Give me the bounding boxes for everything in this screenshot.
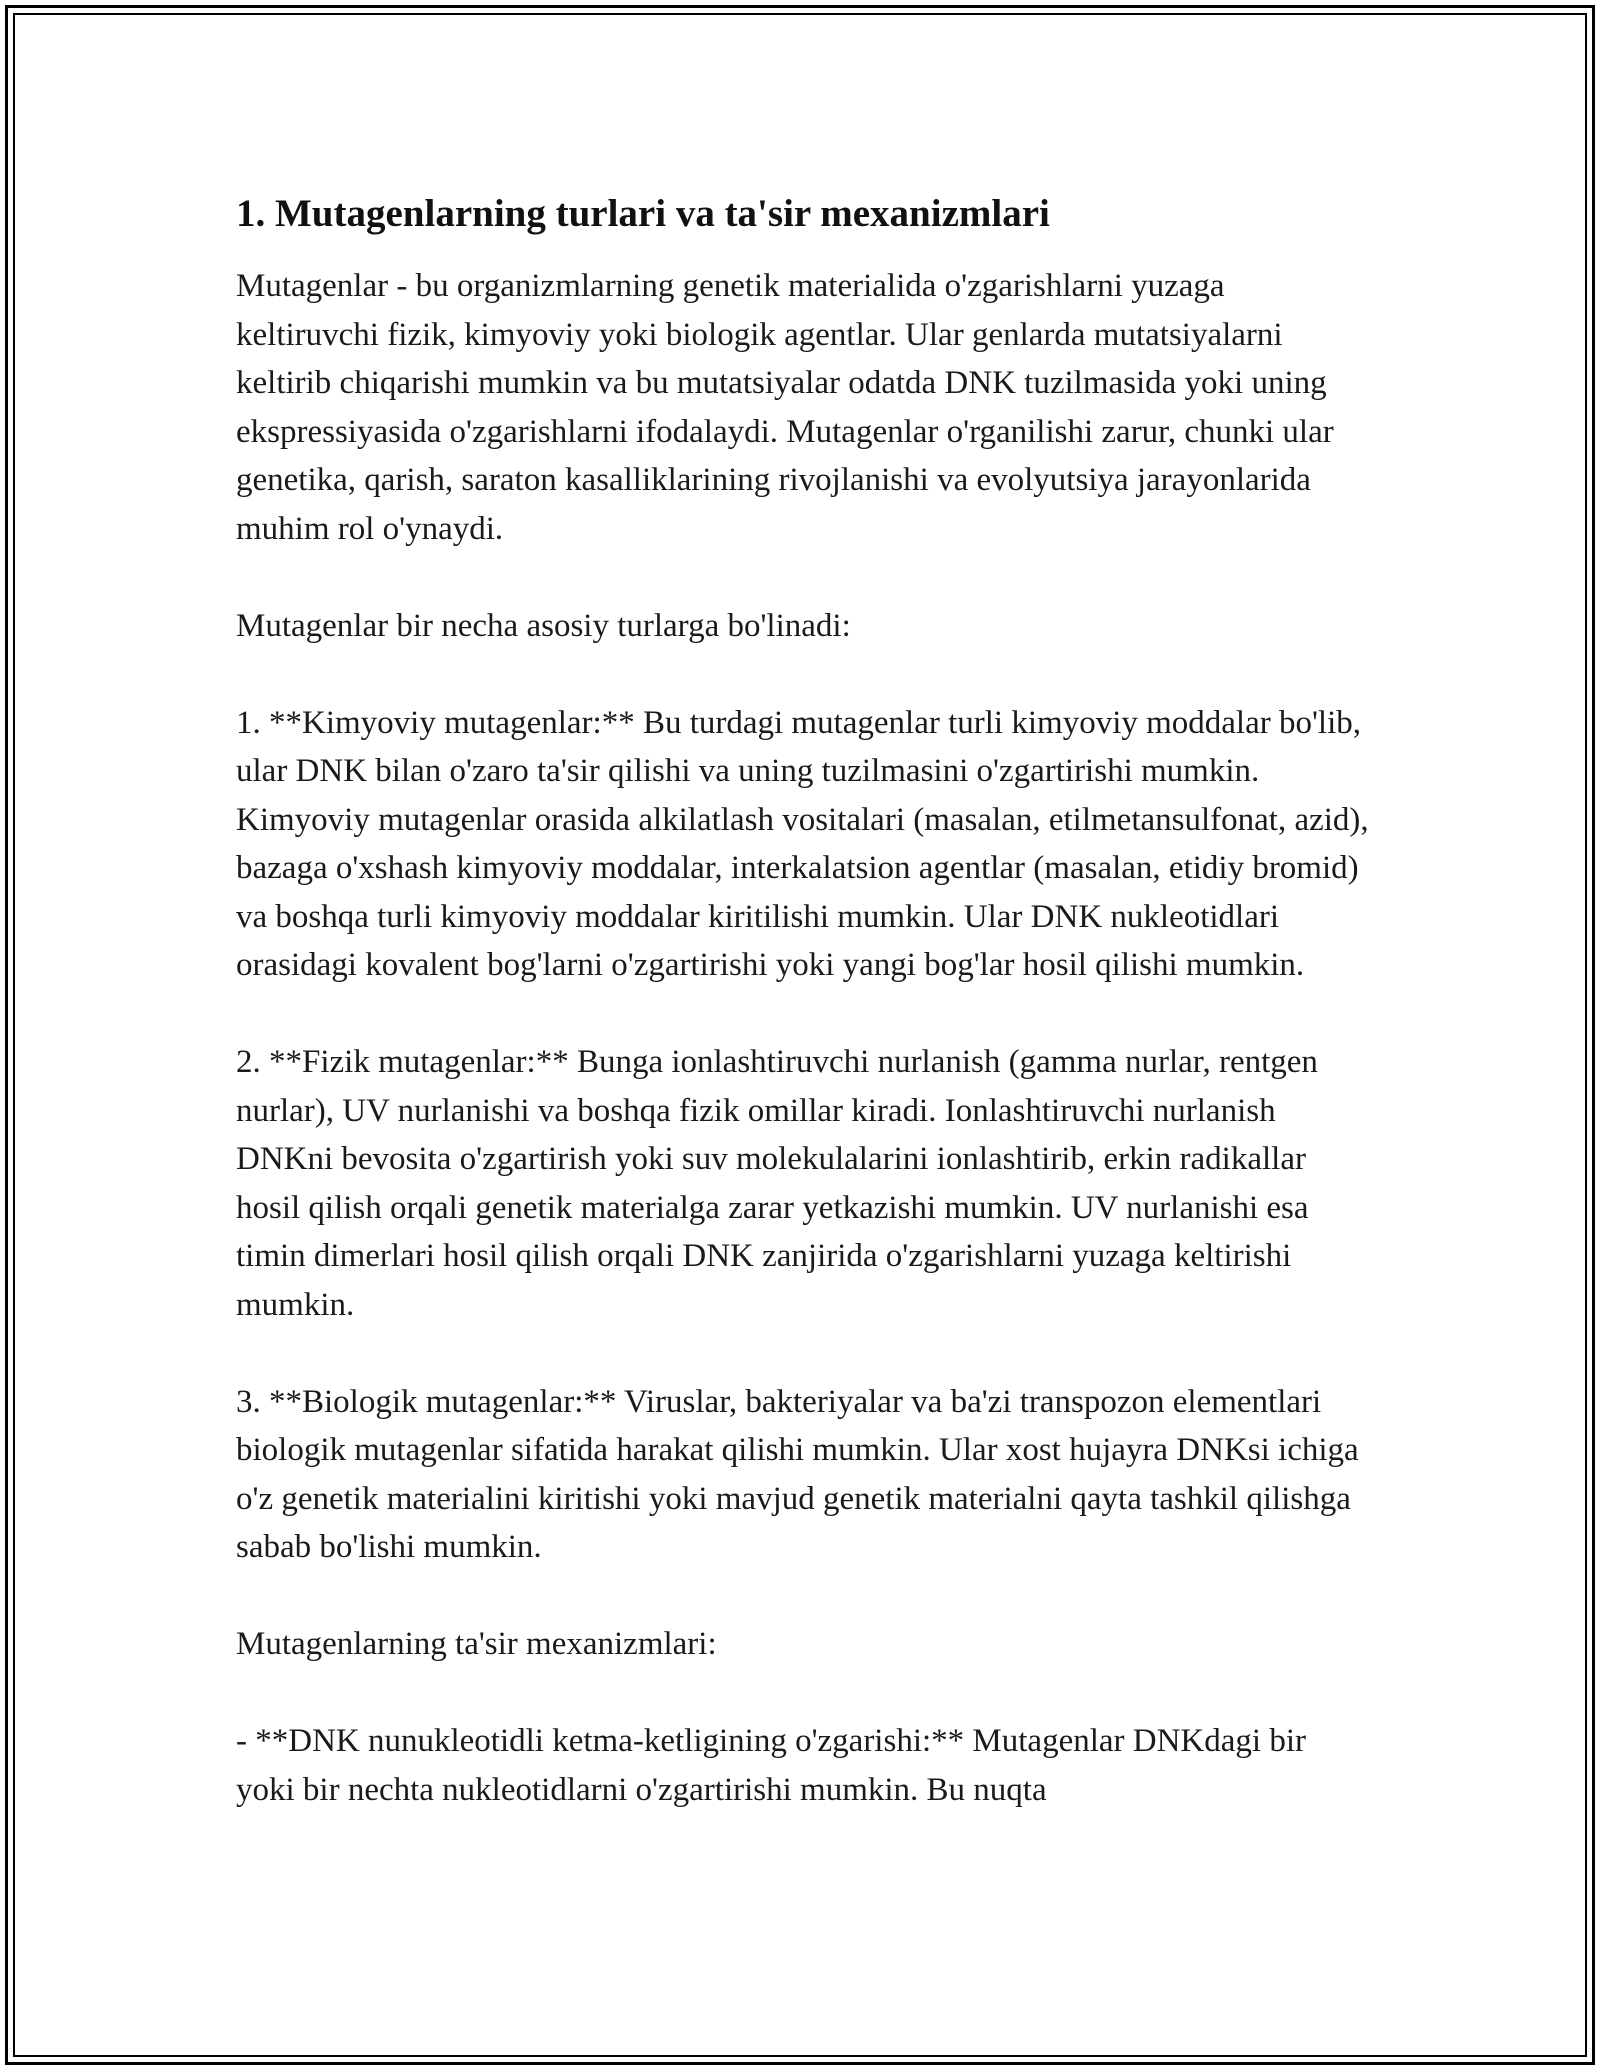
paragraph-biological-mutagens: 3. **Biologik mutagenlar:** Viruslar, bakteriyalar va ba'zi transpozon elementlari biologik mutagenlar sifatida harakat qilishi mumkin. Ular xost hujayra DNKsi ichiga o'z genetik materialini kiritishi yoki mavjud genetik materialni qayta tashkil qilishga sabab bo'lishi mumkin. bbox=[236, 1383, 1359, 1565]
paragraph-mechanisms-lead: Mutagenlarning ta'sir mexanizmlari: bbox=[236, 1626, 717, 1662]
paragraph-physical-mutagens: 2. **Fizik mutagenlar:** Bunga ionlashtiruvchi nurlanish (gamma nurlar, rentgen nurlar), UV nurlanishi va boshqa fizik omillar kiradi. Ionlashtiruvchi nurlanish DNKni bevosita o'zgartirish yoki suv molekulalarini ionlashtirib, erkin radikallar hosil qilish orqali genetik materialga zarar yetkazishi mumkin. UV nurlanishi esa timin dimerlari hosil qilish orqali DNK zanjirida o'zgarishlarni yuzaga keltirishi mumkin. bbox=[236, 1044, 1318, 1323]
paragraph-dna-sequence-change: - **DNK nunukleotidli ketma-ketligining o'zgarishi:** Mutagenlar DNKdagi bir yoki bir nechta nukleotidlarni o'zgartirishi mumkin. Bu nuqta bbox=[236, 1723, 1306, 1808]
paragraph-intro: Mutagenlar - bu organizmlarning genetik materialida o'zgarishlarni yuzaga keltiruvchi fizik, kimyoviy yoki biologik agentlar. Ular genlarda mutatsiyalarni keltirib chiqarishi mumkin va bu mutatsiyalar odatda DNK tuzilmasida yoki uning ekspressiyasida o'zgarishlarni ifodalaydi. Mutagenlar o'rganilishi zarur, chunki ular genetika, qarish, saraton kasalliklarining rivojlanishi va evolyutsiya jarayonlarida muhim rol o'ynaydi. bbox=[236, 268, 1334, 547]
section-heading: 1. Mutagenlarning turlari va ta'sir mexanizmlari bbox=[236, 192, 1050, 235]
document-body bbox=[236, 190, 1372, 1814]
paragraph-types-lead: Mutagenlar bir necha asosiy turlarga bo'linadi: bbox=[236, 607, 851, 644]
paragraph-chemical-mutagens: 1. **Kimyoviy mutagenlar:** Bu turdagi mutagenlar turli kimyoviy moddalar bo'lib, ular DNK bilan o'zaro ta'sir qilishi va uning tuzilmasini o'zgartirishi mumkin. Kimyoviy mutagenlar orasida alkilatlash vositalari (masalan, etilmetansulfonat, azid), bazaga o'xshash kimyoviy moddalar, interkalatsion agentlar (masalan, etidiy bromid) va boshqa turli kimyoviy moddalar kiritilishi mumkin. Ular DNK nukleotidlari orasidagi kovalent bog'larni o'zgartirishi yoki yangi bog'lar hosil qilishi mumkin. bbox=[236, 704, 1369, 983]
